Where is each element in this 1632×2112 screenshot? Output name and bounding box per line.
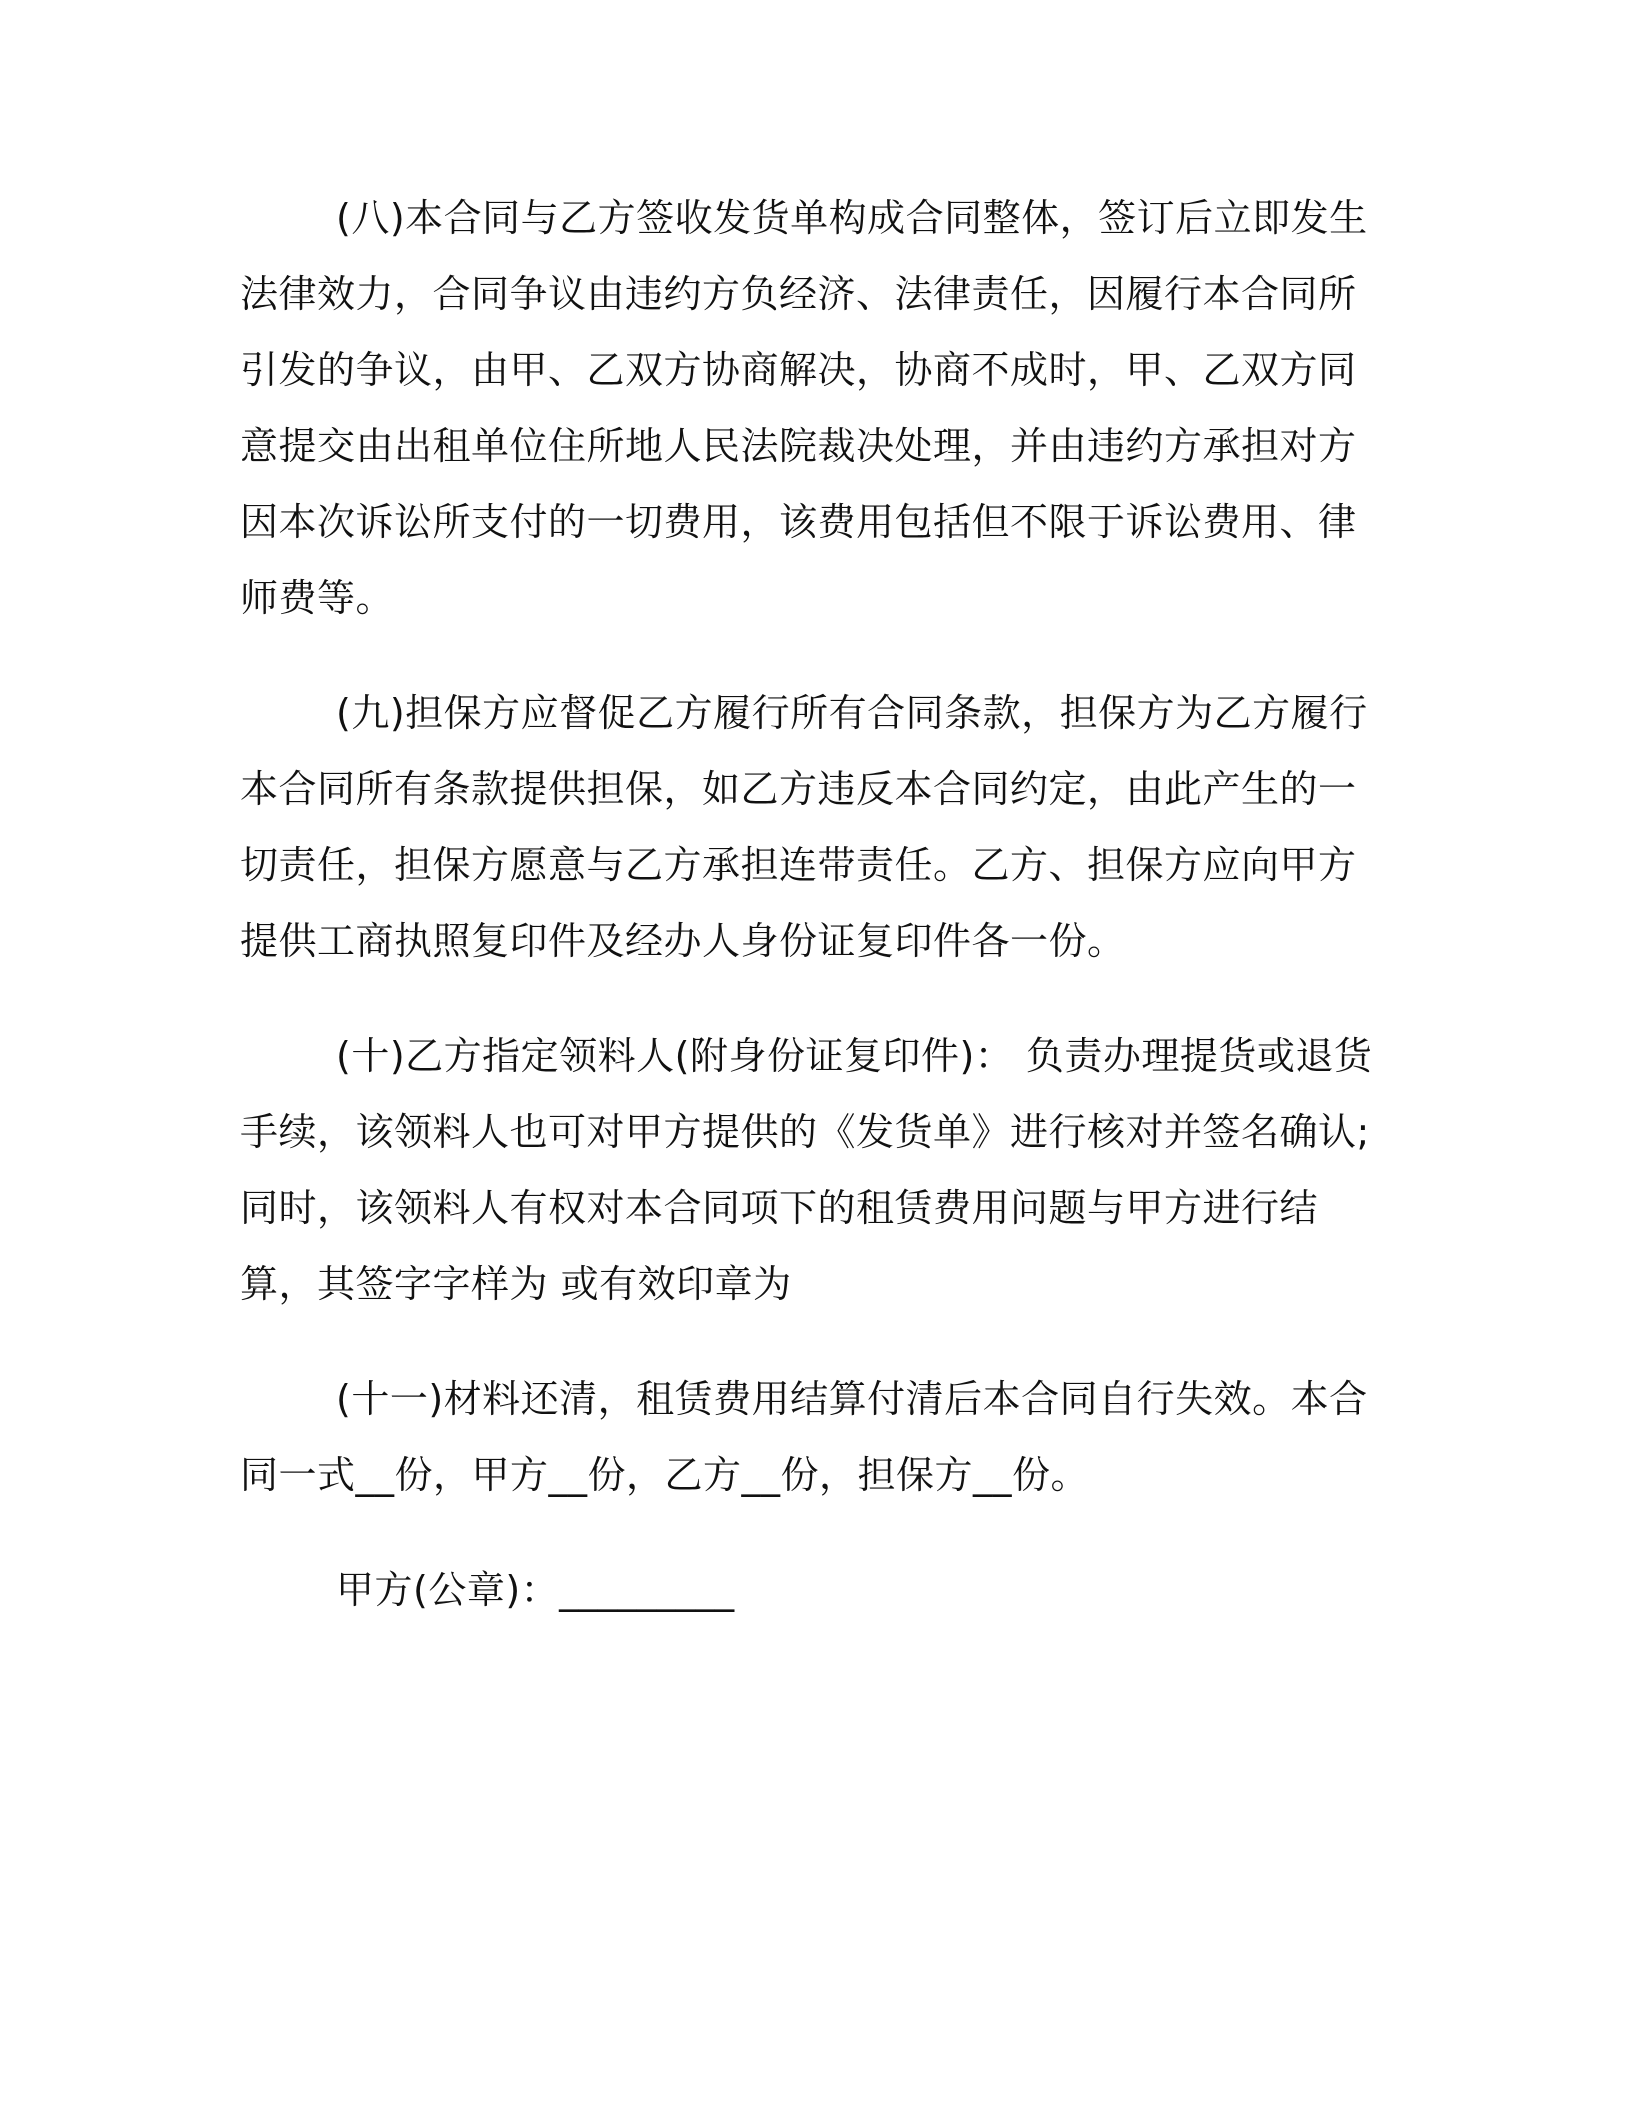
clause-11: (十一)材料还清，租赁费用结算付清后本合同自行失效。本合同一式__份，甲方__份，乙方__份，担保方__份。 [240,1377,1368,1497]
document-body [240,180,1390,1628]
party-a-signature-line: 甲方(公章)：_________ [336,1568,735,1612]
clause-10: (十)乙方指定领料人(附身份证复印件)： 负责办理提货或退货手续，该领料人也可对甲方提供的《发货单》进行核对并签名确认;同时，该领料人有权对本合同项下的租赁费用问题与甲方进行结算，其签字字样为 或有效印章为 [240,1034,1373,1306]
clause-8: (八)本合同与乙方签收发货单构成合同整体，签订后立即发生法律效力，合同争议由违约方负经济、法律责任，因履行本合同所引发的争议，由甲、乙双方协商解决，协商不成时，甲、乙双方同意提交由出租单位住所地人民法院裁决处理，并由违约方承担对方因本次诉讼所支付的一切费用，该费用包括但不限于诉讼费用、律师费等。 [240,196,1368,620]
clause-9: (九)担保方应督促乙方履行所有合同条款，担保方为乙方履行本合同所有条款提供担保，如乙方违反本合同约定，由此产生的一切责任，担保方愿意与乙方承担连带责任。乙方、担保方应向甲方提供工商执照复印件及经办人身份证复印件各一份。 [240,691,1368,963]
